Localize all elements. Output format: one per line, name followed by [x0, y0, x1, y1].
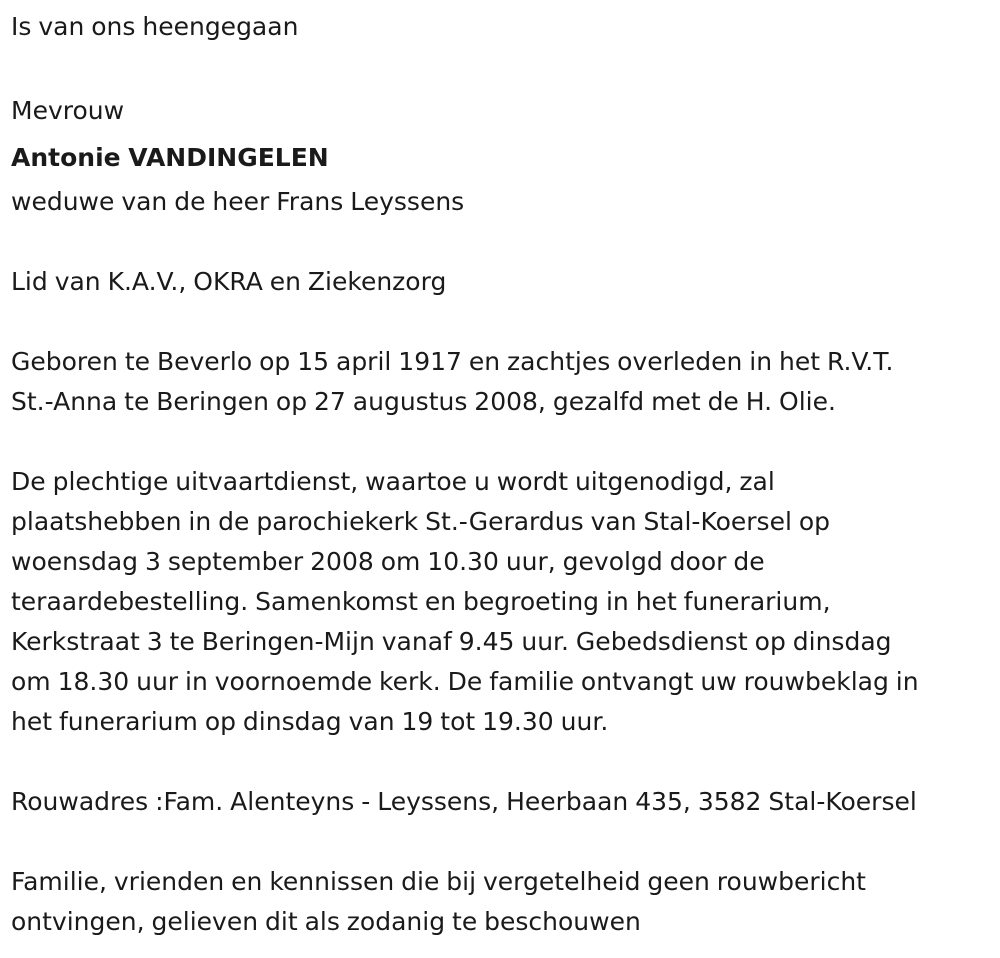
- deceased-name: Antonie VANDINGELEN: [11, 143, 329, 172]
- spacer: [11, 47, 996, 87]
- spacer: [11, 822, 996, 862]
- funeral-line: teraardebestelling. Samenkomst en begroeting in het funerarium,: [11, 587, 831, 616]
- funeral-line: om 18.30 uur in voornoemde kerk. De familie ontvangt uw rouwbeklag in: [11, 667, 919, 696]
- spacer: [11, 302, 996, 342]
- intro-line: Is van ons heengegaan: [11, 12, 299, 41]
- funeral-line: De plechtige uitvaartdienst, waartoe u wordt uitgenodigd, zal: [11, 467, 775, 496]
- funeral-line: woensdag 3 september 2008 om 10.30 uur, gevolgd door de: [11, 547, 765, 576]
- closing-line: Familie, vrienden en kennissen die bij vergetelheid geen rouwbericht: [11, 867, 866, 896]
- spacer: [11, 422, 996, 462]
- funeral-line: Kerkstraat 3 te Beringen-Mijn vanaf 9.45 uur. Gebedsdienst op dinsdag: [11, 627, 892, 656]
- membership-line: Lid van K.A.V., OKRA en Ziekenzorg: [11, 267, 447, 296]
- death-notice: [11, 7, 996, 942]
- widow-of-line: weduwe van de heer Frans Leyssens: [11, 187, 465, 216]
- birth-death-line: St.-Anna te Beringen op 27 augustus 2008, gezalfd met de H. Olie.: [11, 387, 836, 416]
- mourning-address-line: Rouwadres :Fam. Alenteyns - Leyssens, Heerbaan 435, 3582 Stal-Koersel: [11, 787, 917, 816]
- closing-line: ontvingen, gelieven dit als zodanig te beschouwen: [11, 907, 641, 936]
- funeral-line: plaatshebben in de parochiekerk St.-Gerardus van Stal-Koersel op: [11, 507, 831, 536]
- salutation: Mevrouw: [11, 96, 125, 125]
- spacer: [11, 742, 996, 782]
- birth-death-line: Geboren te Beverlo op 15 april 1917 en zachtjes overleden in het R.V.T.: [11, 347, 894, 376]
- spacer: [11, 222, 996, 262]
- funeral-line: het funerarium op dinsdag van 19 tot 19.30 uur.: [11, 707, 609, 736]
